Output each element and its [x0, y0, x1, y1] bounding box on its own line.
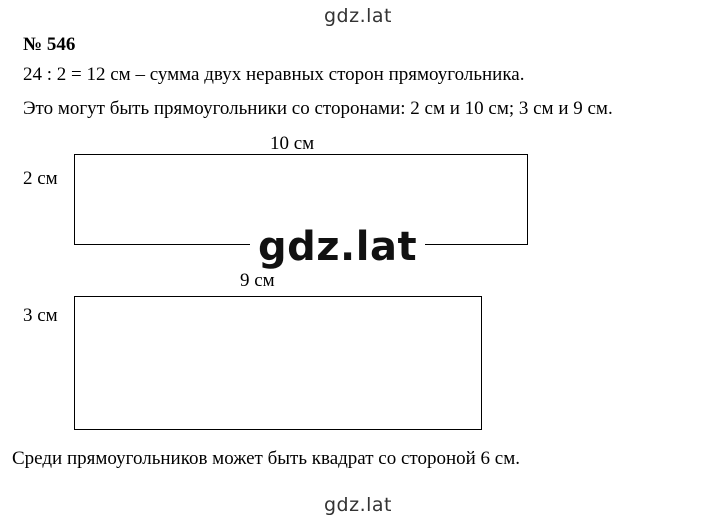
task-line-1: 24 : 2 = 12 см – сумма двух неравных сторон прямоугольника.	[23, 64, 525, 85]
rectangle-3x9	[74, 296, 482, 430]
task-conclusion: Среди прямоугольников может быть квадрат со стороной 6 см.	[12, 448, 521, 469]
rect1-width-label: 10 см	[270, 133, 315, 154]
task-number: № 546	[23, 34, 76, 55]
rect2-width-label: 9 см	[240, 270, 275, 291]
watermark-bottom: gdz.lat	[324, 494, 393, 516]
watermark-middle: gdz.lat	[250, 225, 425, 269]
task-line-2: Это могут быть прямоугольники со сторонами: 2 см и 10 см; 3 см и 9 см.	[23, 98, 613, 119]
watermark-top: gdz.lat	[324, 5, 393, 27]
rect2-height-label: 3 см	[23, 305, 58, 326]
rect1-height-label: 2 см	[23, 168, 58, 189]
